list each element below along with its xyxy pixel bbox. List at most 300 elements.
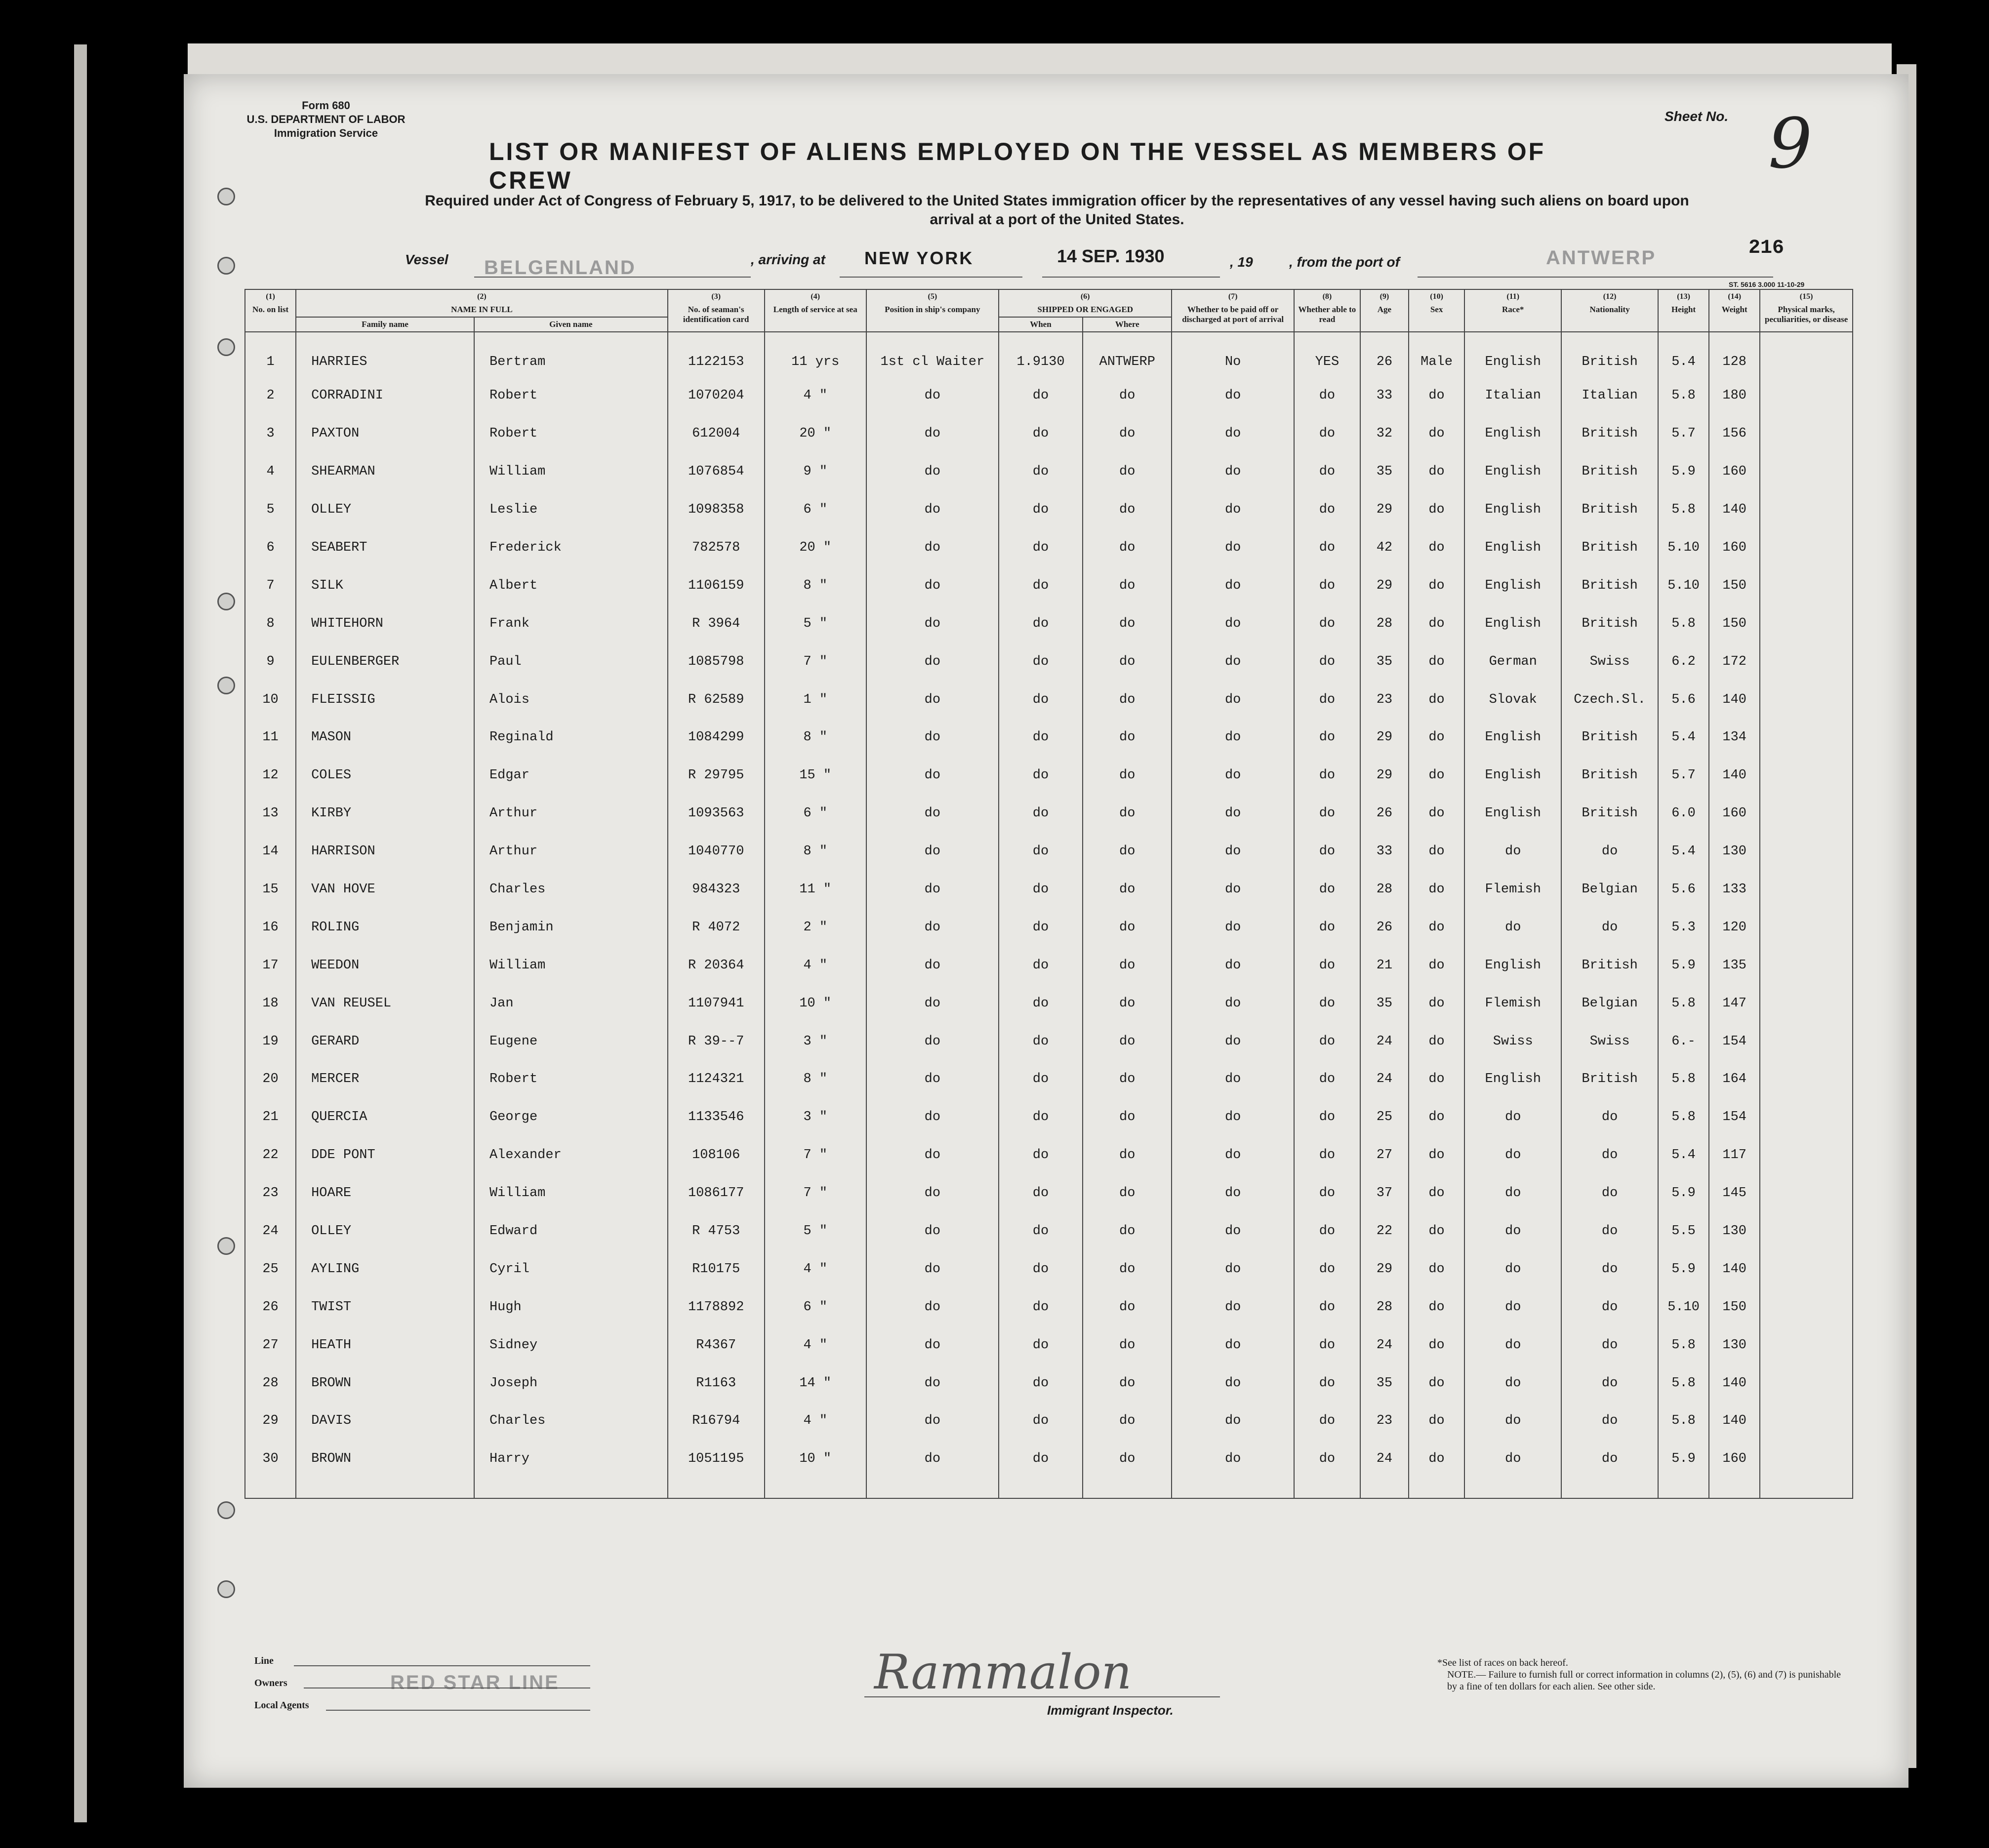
id-card-number-cell: R 4072 xyxy=(668,908,765,946)
sex-cell: do xyxy=(1409,1212,1464,1250)
crew-row xyxy=(245,908,1853,946)
length-of-service-cell: 11 " xyxy=(765,871,866,909)
col-header-height: (13) Height xyxy=(1658,289,1709,332)
sex-cell: do xyxy=(1409,984,1464,1022)
shipped-when-cell: do xyxy=(999,984,1083,1022)
race-cell: do xyxy=(1464,1326,1561,1364)
physical-marks-cell xyxy=(1760,984,1853,1022)
shipped-when-cell: do xyxy=(999,1174,1083,1212)
shipped-when-cell: do xyxy=(999,681,1083,719)
position-cell: do xyxy=(866,604,999,643)
shipped-where-cell: do xyxy=(1083,529,1172,567)
shipped-when-cell: do xyxy=(999,1364,1083,1402)
age-cell: 35 xyxy=(1360,984,1409,1022)
age-cell: 26 xyxy=(1360,908,1409,946)
id-card-number-cell: 984323 xyxy=(668,871,765,909)
row-number-cell: 15 xyxy=(245,871,296,909)
position-cell: do xyxy=(866,1174,999,1212)
weight-cell: 130 xyxy=(1709,1326,1760,1364)
crew-rows xyxy=(245,332,1853,1478)
shipped-when-cell: do xyxy=(999,1288,1083,1326)
height-cell: 5.9 xyxy=(1658,1174,1709,1212)
given-name-cell: Paul xyxy=(474,643,668,681)
race-cell: Flemish xyxy=(1464,984,1561,1022)
paid-off-cell: do xyxy=(1172,719,1294,757)
able-to-read-cell: do xyxy=(1294,1174,1360,1212)
paid-off-cell: do xyxy=(1172,1288,1294,1326)
age-cell: 21 xyxy=(1360,946,1409,984)
family-name-cell: EULENBERGER xyxy=(296,643,474,681)
id-card-number-cell: R4367 xyxy=(668,1326,765,1364)
nationality-cell: British xyxy=(1561,946,1658,984)
col-header-service: (4) Length of service at sea xyxy=(765,289,866,332)
height-cell: 5.8 xyxy=(1658,1098,1709,1136)
paid-off-cell: do xyxy=(1172,377,1294,415)
weight-cell: 140 xyxy=(1709,1402,1760,1440)
origin-port: ANTWERP xyxy=(1546,247,1657,269)
col-header-position: (5) Position in ship's company xyxy=(866,289,999,332)
race-cell: do xyxy=(1464,1440,1561,1478)
given-name-cell: Robert xyxy=(474,1060,668,1098)
shipped-where-cell: do xyxy=(1083,415,1172,453)
race-cell: Slovak xyxy=(1464,681,1561,719)
nationality-cell: British xyxy=(1561,415,1658,453)
given-name-cell: Harry xyxy=(474,1440,668,1478)
position-cell: do xyxy=(866,566,999,604)
paid-off-cell: do xyxy=(1172,1136,1294,1174)
family-name-cell: CORRADINI xyxy=(296,377,474,415)
weight-cell: 147 xyxy=(1709,984,1760,1022)
given-name-cell: Reginald xyxy=(474,719,668,757)
race-cell: English xyxy=(1464,1060,1561,1098)
able-to-read-cell: do xyxy=(1294,833,1360,871)
id-card-number-cell: R 62589 xyxy=(668,681,765,719)
shipped-when-cell: do xyxy=(999,871,1083,909)
length-of-service-cell: 10 " xyxy=(765,984,866,1022)
position-cell: do xyxy=(866,1250,999,1288)
family-name-cell: OLLEY xyxy=(296,1212,474,1250)
row-number-cell: 19 xyxy=(245,1022,296,1060)
col-header-paid-off: (7) Whether to be paid off or discharged at port of arrival xyxy=(1172,289,1294,332)
weight-cell: 140 xyxy=(1709,1364,1760,1402)
row-number-cell: 9 xyxy=(245,643,296,681)
nationality-cell: Czech.Sl. xyxy=(1561,681,1658,719)
given-name-cell: Joseph xyxy=(474,1364,668,1402)
sex-cell: do xyxy=(1409,833,1464,871)
race-cell: English xyxy=(1464,332,1561,377)
shipped-when-cell: do xyxy=(999,1136,1083,1174)
position-cell: do xyxy=(866,377,999,415)
physical-marks-cell xyxy=(1760,604,1853,643)
race-footnote: *See list of races on back hereof. xyxy=(1437,1657,1568,1668)
height-cell: 5.5 xyxy=(1658,1212,1709,1250)
row-number-cell: 8 xyxy=(245,604,296,643)
sex-cell: do xyxy=(1409,1174,1464,1212)
physical-marks-cell xyxy=(1760,795,1853,833)
arrival-underline xyxy=(840,277,1022,278)
given-name-cell: Edgar xyxy=(474,757,668,795)
race-cell: do xyxy=(1464,1212,1561,1250)
vessel-underline xyxy=(474,277,751,278)
given-name-cell: Eugene xyxy=(474,1022,668,1060)
height-cell: 5.8 xyxy=(1658,491,1709,529)
height-cell: 5.4 xyxy=(1658,1136,1709,1174)
paid-off-cell: do xyxy=(1172,1022,1294,1060)
family-name-cell: HARRISON xyxy=(296,833,474,871)
crew-row xyxy=(245,757,1853,795)
nationality-cell: British xyxy=(1561,566,1658,604)
nationality-cell: Swiss xyxy=(1561,1022,1658,1060)
given-name-cell: Charles xyxy=(474,871,668,909)
weight-cell: 133 xyxy=(1709,871,1760,909)
shipped-when-cell: do xyxy=(999,833,1083,871)
height-cell: 5.9 xyxy=(1658,1250,1709,1288)
nationality-cell: British xyxy=(1561,529,1658,567)
family-name-cell: SILK xyxy=(296,566,474,604)
shipped-when-cell: do xyxy=(999,795,1083,833)
given-name-cell: Bertram xyxy=(474,332,668,377)
able-to-read-cell: do xyxy=(1294,946,1360,984)
col-header-read: (8) Whether able to read xyxy=(1294,289,1360,332)
shipped-when-cell: do xyxy=(999,453,1083,491)
crew-row xyxy=(245,1364,1853,1402)
weight-cell: 128 xyxy=(1709,332,1760,377)
position-cell: do xyxy=(866,908,999,946)
family-name-cell: PAXTON xyxy=(296,415,474,453)
shipped-when-cell: do xyxy=(999,1098,1083,1136)
physical-marks-cell xyxy=(1760,1250,1853,1288)
punch-hole xyxy=(217,677,235,694)
physical-marks-cell xyxy=(1760,757,1853,795)
sheet-number: 9 xyxy=(1768,104,1813,184)
length-of-service-cell: 20 " xyxy=(765,415,866,453)
physical-marks-cell xyxy=(1760,1288,1853,1326)
sex-cell: do xyxy=(1409,1288,1464,1326)
able-to-read-cell: do xyxy=(1294,453,1360,491)
given-name-cell: William xyxy=(474,453,668,491)
family-name-cell: KIRBY xyxy=(296,795,474,833)
punch-hole xyxy=(217,338,235,356)
shipped-where-cell: ANTWERP xyxy=(1083,332,1172,377)
position-cell: do xyxy=(866,1440,999,1478)
nationality-cell: do xyxy=(1561,1364,1658,1402)
nationality-cell: Italian xyxy=(1561,377,1658,415)
agents-underline xyxy=(326,1710,590,1711)
length-of-service-cell: 8 " xyxy=(765,566,866,604)
nationality-cell: do xyxy=(1561,1288,1658,1326)
length-of-service-cell: 4 " xyxy=(765,1402,866,1440)
age-cell: 27 xyxy=(1360,1136,1409,1174)
sex-cell: do xyxy=(1409,415,1464,453)
sex-cell: do xyxy=(1409,908,1464,946)
paid-off-cell: do xyxy=(1172,757,1294,795)
able-to-read-cell: do xyxy=(1294,643,1360,681)
arriving-label: , arriving at xyxy=(751,252,825,267)
shipped-when-cell: do xyxy=(999,566,1083,604)
weight-cell: 160 xyxy=(1709,453,1760,491)
manifest-title: LIST OR MANIFEST OF ALIENS EMPLOYED ON THE VESSEL AS MEMBERS OF CREW xyxy=(489,138,1546,194)
race-cell: do xyxy=(1464,1136,1561,1174)
race-cell: English xyxy=(1464,529,1561,567)
physical-marks-cell xyxy=(1760,719,1853,757)
position-cell: do xyxy=(866,1098,999,1136)
given-name-cell: Jan xyxy=(474,984,668,1022)
crew-row xyxy=(245,604,1853,643)
row-number-cell: 2 xyxy=(245,377,296,415)
shipped-where-cell: do xyxy=(1083,1136,1172,1174)
shipped-where-cell: do xyxy=(1083,1212,1172,1250)
punch-hole xyxy=(217,593,235,610)
position-cell: do xyxy=(866,795,999,833)
col-header-where: Where xyxy=(1083,317,1172,332)
physical-marks-cell xyxy=(1760,1174,1853,1212)
able-to-read-cell: do xyxy=(1294,908,1360,946)
nationality-cell: British xyxy=(1561,795,1658,833)
punch-hole xyxy=(217,1580,235,1598)
crew-row xyxy=(245,377,1853,415)
length-of-service-cell: 20 " xyxy=(765,529,866,567)
row-number-cell: 10 xyxy=(245,681,296,719)
age-cell: 35 xyxy=(1360,453,1409,491)
height-cell: 5.6 xyxy=(1658,681,1709,719)
able-to-read-cell: do xyxy=(1294,984,1360,1022)
family-name-cell: HARRIES xyxy=(296,332,474,377)
position-cell: do xyxy=(866,871,999,909)
weight-cell: 145 xyxy=(1709,1174,1760,1212)
physical-marks-cell xyxy=(1760,1212,1853,1250)
sex-cell: do xyxy=(1409,1250,1464,1288)
able-to-read-cell: do xyxy=(1294,604,1360,643)
nationality-cell: do xyxy=(1561,908,1658,946)
given-name-cell: Arthur xyxy=(474,795,668,833)
shipped-where-cell: do xyxy=(1083,1326,1172,1364)
family-name-cell: DDE PONT xyxy=(296,1136,474,1174)
nationality-cell: do xyxy=(1561,1440,1658,1478)
race-cell: English xyxy=(1464,415,1561,453)
row-number-cell: 13 xyxy=(245,795,296,833)
height-cell: 5.8 xyxy=(1658,377,1709,415)
weight-cell: 134 xyxy=(1709,719,1760,757)
inspector-signature: Rammalon xyxy=(874,1645,1132,1700)
shipped-where-cell: do xyxy=(1083,1440,1172,1478)
shipped-where-cell: do xyxy=(1083,643,1172,681)
height-cell: 5.4 xyxy=(1658,332,1709,377)
sex-cell: do xyxy=(1409,1402,1464,1440)
position-cell: do xyxy=(866,1212,999,1250)
age-cell: 24 xyxy=(1360,1060,1409,1098)
age-cell: 25 xyxy=(1360,1098,1409,1136)
position-cell: do xyxy=(866,833,999,871)
race-cell: do xyxy=(1464,1364,1561,1402)
position-cell: do xyxy=(866,757,999,795)
family-name-cell: ROLING xyxy=(296,908,474,946)
sex-cell: do xyxy=(1409,871,1464,909)
paid-off-cell: do xyxy=(1172,871,1294,909)
shipped-where-cell: do xyxy=(1083,1060,1172,1098)
crew-row xyxy=(245,1288,1853,1326)
paid-off-cell: do xyxy=(1172,1364,1294,1402)
weight-cell: 140 xyxy=(1709,757,1760,795)
weight-cell: 140 xyxy=(1709,491,1760,529)
physical-marks-cell xyxy=(1760,529,1853,567)
given-name-cell: Alexander xyxy=(474,1136,668,1174)
paid-off-cell: do xyxy=(1172,795,1294,833)
agents-label: Local Agents xyxy=(254,1700,309,1711)
age-cell: 28 xyxy=(1360,871,1409,909)
crew-row xyxy=(245,1440,1853,1478)
row-number-cell: 29 xyxy=(245,1402,296,1440)
height-cell: 5.6 xyxy=(1658,871,1709,909)
physical-marks-cell xyxy=(1760,1364,1853,1402)
physical-marks-cell xyxy=(1760,415,1853,453)
nationality-cell: do xyxy=(1561,1402,1658,1440)
length-of-service-cell: 15 " xyxy=(765,757,866,795)
col-header-nationality: (12) Nationality xyxy=(1561,289,1658,332)
position-cell: do xyxy=(866,681,999,719)
height-cell: 5.10 xyxy=(1658,529,1709,567)
length-of-service-cell: 1 " xyxy=(765,681,866,719)
shipped-when-cell: do xyxy=(999,415,1083,453)
position-cell: do xyxy=(866,643,999,681)
crew-row xyxy=(245,1212,1853,1250)
crew-row xyxy=(245,719,1853,757)
crew-manifest-table xyxy=(244,289,1853,1499)
nationality-cell: do xyxy=(1561,1174,1658,1212)
shipped-when-cell: do xyxy=(999,604,1083,643)
height-cell: 5.8 xyxy=(1658,984,1709,1022)
crew-row xyxy=(245,1174,1853,1212)
position-cell: do xyxy=(866,719,999,757)
shipped-when-cell: do xyxy=(999,719,1083,757)
id-card-number-cell: 1093563 xyxy=(668,795,765,833)
given-name-cell: Cyril xyxy=(474,1250,668,1288)
sex-cell: do xyxy=(1409,377,1464,415)
nationality-cell: do xyxy=(1561,1212,1658,1250)
length-of-service-cell: 7 " xyxy=(765,1174,866,1212)
shipped-where-cell: do xyxy=(1083,377,1172,415)
length-of-service-cell: 8 " xyxy=(765,833,866,871)
shipped-where-cell: do xyxy=(1083,491,1172,529)
able-to-read-cell: do xyxy=(1294,719,1360,757)
weight-cell: 140 xyxy=(1709,681,1760,719)
fine-note: NOTE.— Failure to furnish full or correct information in columns (2), (5), (6) and (7) is punishable by a fine of ten dollars for each alien. See other side. xyxy=(1447,1669,1841,1692)
height-cell: 6.0 xyxy=(1658,795,1709,833)
physical-marks-cell xyxy=(1760,1060,1853,1098)
col-header-given-name: Given name xyxy=(474,317,668,332)
shipped-where-cell: do xyxy=(1083,1022,1172,1060)
paid-off-cell: do xyxy=(1172,1060,1294,1098)
sex-cell: do xyxy=(1409,681,1464,719)
crew-row xyxy=(245,1326,1853,1364)
length-of-service-cell: 8 " xyxy=(765,719,866,757)
shipped-where-cell: do xyxy=(1083,1364,1172,1402)
height-cell: 5.9 xyxy=(1658,1440,1709,1478)
paid-off-cell: do xyxy=(1172,1174,1294,1212)
id-card-number-cell: 1085798 xyxy=(668,643,765,681)
race-cell: do xyxy=(1464,1174,1561,1212)
id-card-number-cell: R10175 xyxy=(668,1250,765,1288)
id-card-number-cell: 1107941 xyxy=(668,984,765,1022)
shipped-where-cell: do xyxy=(1083,1402,1172,1440)
family-name-cell: SEABERT xyxy=(296,529,474,567)
length-of-service-cell: 3 " xyxy=(765,1022,866,1060)
year-label: , 19 xyxy=(1230,254,1253,270)
paid-off-cell: do xyxy=(1172,566,1294,604)
length-of-service-cell: 6 " xyxy=(765,795,866,833)
id-card-number-cell: R 4753 xyxy=(668,1212,765,1250)
family-name-cell: HOARE xyxy=(296,1174,474,1212)
given-name-cell: Hugh xyxy=(474,1288,668,1326)
position-cell: do xyxy=(866,491,999,529)
shipped-where-cell: do xyxy=(1083,604,1172,643)
physical-marks-cell xyxy=(1760,643,1853,681)
family-name-cell: TWIST xyxy=(296,1288,474,1326)
inspector-label: Immigrant Inspector. xyxy=(1047,1703,1174,1718)
shipped-where-cell: do xyxy=(1083,1098,1172,1136)
able-to-read-cell: do xyxy=(1294,1440,1360,1478)
shipped-when-cell: do xyxy=(999,946,1083,984)
sex-cell: do xyxy=(1409,643,1464,681)
weight-cell: 130 xyxy=(1709,833,1760,871)
id-card-number-cell: R16794 xyxy=(668,1402,765,1440)
paid-off-cell: do xyxy=(1172,681,1294,719)
page-code: 216 xyxy=(1748,237,1785,259)
row-number-cell: 3 xyxy=(245,415,296,453)
position-cell: 1st cl Waiter xyxy=(866,332,999,377)
family-name-cell: MERCER xyxy=(296,1060,474,1098)
shipped-where-cell: do xyxy=(1083,453,1172,491)
family-name-cell: VAN HOVE xyxy=(296,871,474,909)
punch-hole xyxy=(217,188,235,205)
shipped-when-cell: do xyxy=(999,643,1083,681)
paid-off-cell: No xyxy=(1172,332,1294,377)
length-of-service-cell: 4 " xyxy=(765,1250,866,1288)
shipped-where-cell: do xyxy=(1083,681,1172,719)
shipped-when-cell: do xyxy=(999,1402,1083,1440)
given-name-cell: Frank xyxy=(474,604,668,643)
crew-row xyxy=(245,453,1853,491)
crew-row xyxy=(245,491,1853,529)
paid-off-cell: do xyxy=(1172,984,1294,1022)
race-cell: English xyxy=(1464,604,1561,643)
physical-marks-cell xyxy=(1760,871,1853,909)
age-cell: 28 xyxy=(1360,604,1409,643)
row-number-cell: 25 xyxy=(245,1250,296,1288)
age-cell: 26 xyxy=(1360,795,1409,833)
sex-cell: do xyxy=(1409,529,1464,567)
age-cell: 29 xyxy=(1360,566,1409,604)
shipped-where-cell: do xyxy=(1083,757,1172,795)
id-card-number-cell: 1124321 xyxy=(668,1060,765,1098)
shipped-when-cell: 1.9130 xyxy=(999,332,1083,377)
height-cell: 5.4 xyxy=(1658,719,1709,757)
length-of-service-cell: 4 " xyxy=(765,946,866,984)
crew-row xyxy=(245,1060,1853,1098)
able-to-read-cell: do xyxy=(1294,1326,1360,1364)
race-cell: Swiss xyxy=(1464,1022,1561,1060)
sex-cell: do xyxy=(1409,1136,1464,1174)
shipped-when-cell: do xyxy=(999,908,1083,946)
position-cell: do xyxy=(866,415,999,453)
age-cell: 35 xyxy=(1360,643,1409,681)
line-stamp: RED STAR LINE xyxy=(390,1672,560,1693)
race-cell: English xyxy=(1464,566,1561,604)
age-cell: 29 xyxy=(1360,491,1409,529)
col-header-sex: (10) Sex xyxy=(1409,289,1464,332)
able-to-read-cell: do xyxy=(1294,491,1360,529)
shipped-where-cell: do xyxy=(1083,719,1172,757)
col-header-name: (2) NAME IN FULL xyxy=(296,289,668,317)
